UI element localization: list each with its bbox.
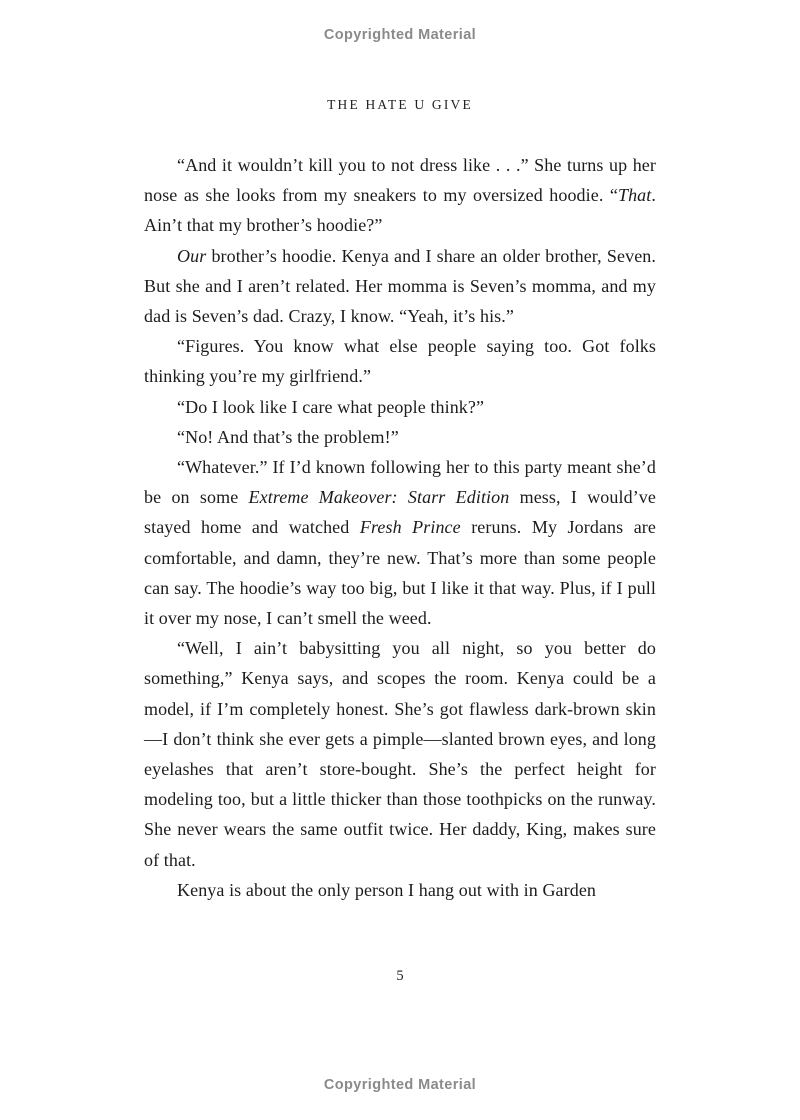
text-run: “No! And that’s the problem!” xyxy=(177,426,399,447)
text-run: reruns. My Jordans are comfortable, and damn, they’re new. That’s more than some people can say. The hoodie’s way too big, but I like it that way. Plus, if I pull it over my nose, I can’t smell the weed. xyxy=(144,517,656,629)
text-run: “Well, I ain’t babysitting you all night, so you better do something,” Kenya says, and scopes the room. Kenya could be a model, if I’m completely honest. She’s got flawless dark-brown skin—I don’t think she ever gets a pimple—slanted brown eyes, and long eyelashes that aren’t store-bought. She’s the perfect height for modeling too, but a little thicker than those toothpicks on the runway. She never wears the same outfit twice. Her daddy, King, makes sure of that. xyxy=(144,638,656,870)
paragraph xyxy=(144,241,656,332)
paragraph xyxy=(144,392,656,422)
paragraph xyxy=(144,331,656,391)
text-run: “Do I look like I care what people think?” xyxy=(177,396,485,417)
text-run: “Figures. You know what else people saying too. Got folks thinking you’re my girlfriend.” xyxy=(144,336,656,387)
text-run: . Ain’t that my brother’s hoodie?” xyxy=(144,185,656,236)
text-run: Kenya is about the only person I hang out with in Garden xyxy=(177,879,597,900)
italic-text-run: Our xyxy=(177,245,207,266)
copyright-notice-bottom: Copyrighted Material xyxy=(323,1077,477,1093)
paragraph xyxy=(144,452,656,633)
paragraph xyxy=(144,875,656,905)
text-run: mess, I would’ve stayed home and watched xyxy=(144,487,656,538)
text-run: “Whatever.” If I’d known following her to this party meant she’d be on some xyxy=(144,457,656,508)
text-run: “And it wouldn’t kill you to not dress like . . .” She turns up her nose as she looks from my sneakers to my oversized hoodie. “ xyxy=(144,155,656,206)
italic-text-run: Fresh Prince xyxy=(359,517,461,538)
italic-text-run: Extreme Makeover: Starr Edition xyxy=(248,487,510,508)
text-run: brother’s hoodie. Kenya and I share an older brother, Seven. But she and I aren’t related. Her momma is Seven’s momma, and my dad is Seven’s dad. Crazy, I know. “Yeah, it’s his.” xyxy=(144,245,656,327)
italic-text-run: That xyxy=(617,185,652,206)
page-number: 5 xyxy=(396,968,404,984)
paragraph xyxy=(144,633,656,875)
paragraph xyxy=(144,150,656,241)
running-header: THE HATE U GIVE xyxy=(327,97,473,112)
page-body xyxy=(144,150,656,905)
copyright-notice-top: Copyrighted Material xyxy=(323,27,477,43)
paragraph xyxy=(144,422,656,452)
